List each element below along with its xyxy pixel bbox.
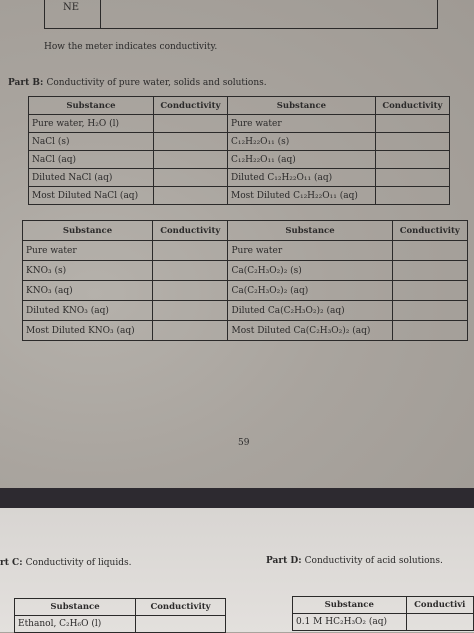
table-header-row: [293, 597, 474, 614]
part-c-heading: [0, 558, 131, 568]
top-table: [44, 0, 438, 29]
conductivity-cell[interactable]: [153, 321, 228, 341]
substance-cell: Pure water: [228, 115, 376, 133]
table-row: [29, 133, 450, 151]
table-header-row: [29, 97, 450, 115]
part-d-title: Conductivity of acid solutions.: [304, 556, 443, 566]
conductivity-cell[interactable]: [153, 261, 228, 281]
part-c-table: [14, 598, 226, 633]
header-cell: Substance: [29, 97, 154, 115]
conductivity-cell[interactable]: [375, 169, 449, 187]
page-gap-shadow: [0, 488, 474, 508]
conductivity-cell[interactable]: [375, 133, 449, 151]
part-d-heading: [266, 556, 443, 566]
part-b-title: Conductivity of pure water, solids and solutions.: [46, 78, 267, 88]
table-row: [29, 151, 450, 169]
table-row: [29, 115, 450, 133]
substance-cell: Diluted KNO₃ (aq): [23, 301, 153, 321]
substance-cell: 0.1 M HC₂H₃O₂ (aq): [293, 614, 407, 631]
header-cell: Conductivity: [136, 599, 226, 616]
substance-cell: KNO₃ (s): [23, 261, 153, 281]
header-cell: Conductivity: [392, 221, 467, 241]
part-b-label: Part B:: [8, 78, 44, 88]
table-row: [29, 169, 450, 187]
table-row: [23, 261, 468, 281]
substance-cell: Pure water: [23, 241, 153, 261]
conductivity-cell[interactable]: [392, 281, 467, 301]
header-cell: Conductivity: [153, 97, 227, 115]
substance-cell: Most Diluted NaCl (aq): [29, 187, 154, 205]
part-b-table-2: [22, 220, 468, 341]
substance-cell: Ethanol, C₂H₆O (l): [15, 616, 136, 633]
table-row: [23, 281, 468, 301]
table-row: [293, 614, 474, 631]
substance-cell: Most Diluted C₁₂H₂₂O₁₁ (aq): [228, 187, 376, 205]
header-cell: Conductivity: [153, 221, 228, 241]
conductivity-cell[interactable]: [153, 301, 228, 321]
conductivity-cell[interactable]: [153, 241, 228, 261]
conductivity-cell[interactable]: [375, 115, 449, 133]
header-cell: Conductivity: [375, 97, 449, 115]
header-cell: Substance: [23, 221, 153, 241]
substance-cell: C₁₂H₂₂O₁₁ (s): [228, 133, 376, 151]
conductivity-cell[interactable]: [153, 169, 227, 187]
substance-cell: KNO₃ (aq): [23, 281, 153, 301]
table-row: [23, 241, 468, 261]
part-c-label: rt C:: [0, 558, 23, 568]
substance-cell: Ca(C₂H₃O₂)₂ (s): [228, 261, 392, 281]
substance-cell: Diluted NaCl (aq): [29, 169, 154, 187]
table-header-row: [23, 221, 468, 241]
conductivity-cell[interactable]: [136, 616, 226, 633]
substance-cell: Pure water: [228, 241, 392, 261]
header-cell: Substance: [228, 97, 376, 115]
conductivity-cell[interactable]: [375, 151, 449, 169]
page-number: 59: [238, 438, 250, 448]
conductivity-cell[interactable]: [392, 321, 467, 341]
conductivity-cell[interactable]: [406, 614, 473, 631]
conductivity-cell[interactable]: [153, 115, 227, 133]
table-row: [23, 321, 468, 341]
conductivity-cell[interactable]: [392, 301, 467, 321]
table-row: [29, 187, 450, 205]
part-d-table: [292, 596, 474, 631]
header-cell: Substance: [228, 221, 392, 241]
substance-cell: NaCl (aq): [29, 151, 154, 169]
conductivity-cell[interactable]: [392, 261, 467, 281]
substance-cell: NaCl (s): [29, 133, 154, 151]
substance-cell: Most Diluted KNO₃ (aq): [23, 321, 153, 341]
conductivity-cell[interactable]: [153, 133, 227, 151]
part-b-heading: [8, 78, 267, 88]
header-cell: Conductivi: [406, 597, 473, 614]
part-d-label: Part D:: [266, 556, 302, 566]
header-cell: Substance: [293, 597, 407, 614]
part-b-table-1: [28, 96, 450, 205]
substance-cell: Pure water, H₂O (l): [29, 115, 154, 133]
table-row: [23, 301, 468, 321]
substance-cell: Diluted Ca(C₂H₃O₂)₂ (aq): [228, 301, 392, 321]
table-row: [15, 616, 226, 633]
part-c-title: Conductivity of liquids.: [25, 558, 132, 568]
conductivity-cell[interactable]: [153, 187, 227, 205]
substance-cell: Most Diluted Ca(C₂H₃O₂)₂ (aq): [228, 321, 392, 341]
header-cell: Substance: [15, 599, 136, 616]
substance-cell: Diluted C₁₂H₂₂O₁₁ (aq): [228, 169, 376, 187]
conductivity-cell[interactable]: [392, 241, 467, 261]
table-header-row: [15, 599, 226, 616]
top-table-cell: NE: [45, 0, 101, 28]
substance-cell: C₁₂H₂₂O₁₁ (aq): [228, 151, 376, 169]
substance-cell: Ca(C₂H₃O₂)₂ (aq): [228, 281, 392, 301]
conductivity-cell[interactable]: [153, 281, 228, 301]
meter-note: How the meter indicates conductivity.: [44, 42, 218, 52]
conductivity-cell[interactable]: [375, 187, 449, 205]
conductivity-cell[interactable]: [153, 151, 227, 169]
